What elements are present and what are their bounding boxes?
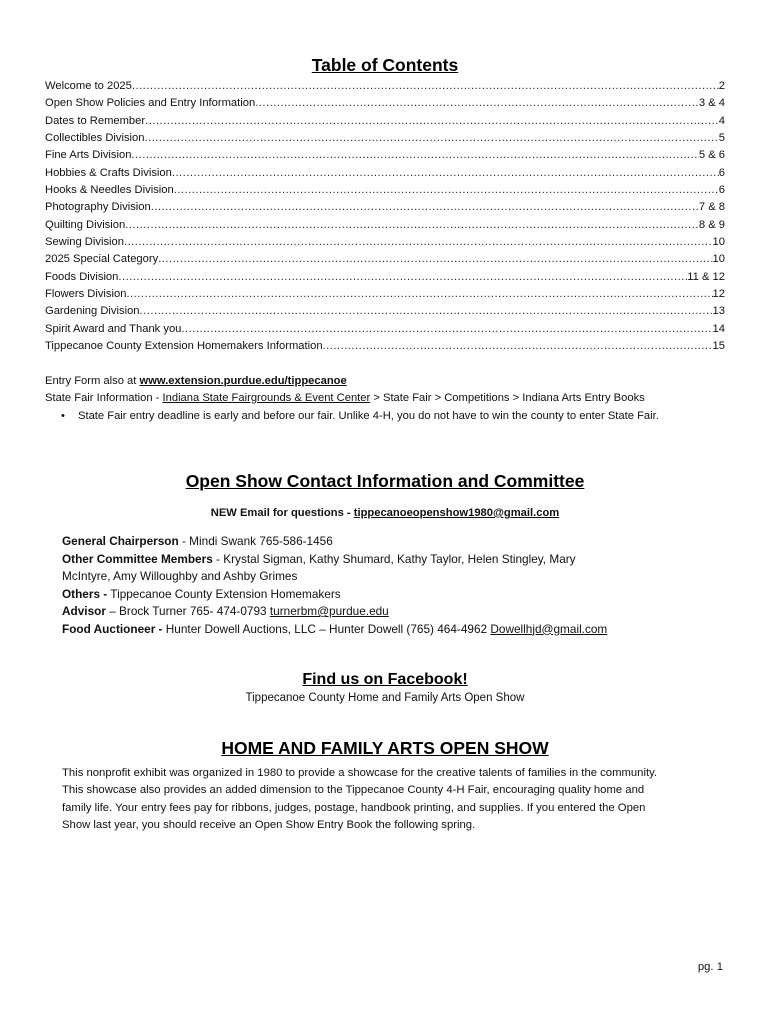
- members-label: Other Committee Members: [62, 551, 213, 566]
- toc-item-page: 2: [718, 80, 725, 92]
- state-fair-prefix: State Fair Information -: [45, 392, 163, 404]
- toc-item-label: Tippecanoe County Extension Homemakers Information: [45, 340, 323, 353]
- toc-item-page: 6: [718, 166, 725, 179]
- state-fair-bullet-text: State Fair entry deadline is early and before our fair. Unlike 4-H, you do not have to win the county to enter State Fair.: [78, 410, 659, 422]
- toc-item-page: 5 & 6: [698, 149, 725, 162]
- toc-leader-dots: [118, 269, 687, 286]
- new-email-label: NEW Email for questions -: [210, 507, 354, 519]
- toc-item-page: 6: [718, 184, 725, 197]
- toc-item-page: 7 & 8: [698, 201, 725, 214]
- members-value: - Krystal Sigman, Kathy Shumard, Kathy Taylor, Helen Stingley, Mary: [212, 551, 576, 566]
- toc-item-label: Collectibles Division: [45, 132, 145, 145]
- toc-item-label: Welcome to 2025: [45, 80, 132, 92]
- toc-item-label: Quilting Division: [45, 218, 126, 231]
- toc-item[interactable]: [45, 217, 725, 234]
- state-fair-suffix: > State Fair > Competitions > Indiana Arts Entry Books: [370, 392, 645, 404]
- toc-leader-dots: [323, 338, 713, 355]
- others-label: Others -: [62, 586, 108, 601]
- toc-leader-dots: [255, 95, 699, 112]
- toc-item[interactable]: [45, 321, 725, 338]
- toc-leader-dots: [124, 234, 713, 251]
- food-value: Hunter Dowell Auctions, LLC – Hunter Dowell (765) 464-4962: [162, 621, 491, 636]
- state-fair-line: [45, 390, 645, 407]
- toc-item-label: Hobbies & Crafts Division: [45, 166, 172, 179]
- toc-leader-dots: [132, 78, 719, 95]
- contact-title: Open Show Contact Information and Committee: [185, 471, 585, 491]
- toc-leader-dots: [144, 130, 718, 147]
- bullet-icon: •: [61, 410, 65, 422]
- advisor: [62, 603, 662, 621]
- toc-leader-dots: [131, 147, 698, 164]
- toc-item-label: Photography Division: [45, 201, 151, 214]
- others-value: Tippecanoe County Extension Homemakers: [107, 586, 341, 601]
- toc-leader-dots: [126, 286, 712, 303]
- toc-item-page: 13: [712, 305, 725, 318]
- toc-item[interactable]: [45, 182, 725, 199]
- toc-item-page: 5: [718, 132, 725, 145]
- toc-leader-dots: [145, 113, 719, 130]
- committee-members: [62, 551, 662, 569]
- advisor-label: Advisor: [62, 604, 106, 618]
- food-auctioneer: [62, 621, 662, 639]
- toc-leader-dots: [151, 199, 699, 216]
- toc-item-page: 10: [712, 253, 725, 266]
- toc-item[interactable]: [45, 147, 725, 164]
- toc-item[interactable]: [45, 165, 725, 182]
- toc-leader-dots: [174, 182, 719, 199]
- others: [62, 586, 662, 604]
- toc-item-label: Open Show Policies and Entry Information: [45, 97, 256, 110]
- general-chairperson: [62, 533, 662, 551]
- new-email-line: [0, 507, 770, 519]
- toc-item[interactable]: [45, 113, 725, 130]
- page-number: pg. 1: [697, 961, 723, 973]
- toc-item[interactable]: [45, 251, 725, 268]
- toc-item-page: 10: [712, 236, 725, 249]
- toc-item-label: Fine Arts Division: [45, 149, 132, 162]
- toc-item-label: Gardening Division: [45, 305, 140, 318]
- toc-list: [45, 78, 725, 356]
- toc-item-page: 11 & 12: [687, 270, 725, 283]
- toc-item-page: 4: [718, 114, 725, 127]
- state-fair-bullet: [61, 408, 659, 425]
- facebook-title: Find us on Facebook!: [302, 671, 468, 688]
- home-line: Show last year, you should receive an Open Show Entry Book the following spring.: [62, 818, 476, 831]
- general-label: General Chairperson: [62, 534, 179, 548]
- toc-item-label: Spirit Award and Thank you: [45, 322, 182, 335]
- home-line: This showcase also provides an added dimension to the Tippecanoe County 4-H Fair, encouraging quality home and: [62, 784, 645, 797]
- committee-members-cont: McIntyre, Amy Willoughby and Ashby Grimes: [62, 569, 298, 583]
- entry-form-prefix: Entry Form also at: [45, 375, 140, 387]
- toc-leader-dots: [181, 321, 712, 338]
- toc-item[interactable]: [45, 78, 725, 95]
- toc-item-page: 14: [712, 322, 725, 335]
- toc-item-label: Flowers Division: [45, 288, 127, 301]
- toc-item[interactable]: [45, 303, 725, 320]
- general-value: - Mindi Swank 765-586-1456: [178, 534, 333, 548]
- toc-item[interactable]: [45, 130, 725, 147]
- toc-item[interactable]: [45, 234, 725, 251]
- committee-list: [62, 533, 662, 638]
- facebook-subtitle: Tippecanoe County Home and Family Arts Open Show: [245, 692, 525, 704]
- home-line: This nonprofit exhibit was organized in 1980 to provide a showcase for the creative talents of families in the community.: [62, 767, 658, 779]
- toc-leader-dots: [158, 251, 712, 268]
- toc-item-label: Foods Division: [45, 270, 119, 283]
- toc-item-label: 2025 Special Category: [45, 253, 159, 266]
- toc-item[interactable]: [45, 95, 725, 112]
- toc-item[interactable]: [45, 338, 725, 355]
- toc-item[interactable]: [45, 269, 725, 286]
- toc-item-label: Sewing Division: [45, 236, 124, 249]
- toc-item[interactable]: [45, 286, 725, 303]
- toc-item-label: Dates to Remember: [45, 114, 146, 127]
- home-body: [62, 765, 722, 834]
- home-line: family life. Your entry fees pay for ribbons, judges, postage, handbook printing, and supplies. If you entered the Open: [62, 801, 646, 814]
- advisor-email-link[interactable]: turnerbm@purdue.edu: [269, 604, 389, 618]
- home-title: HOME AND FAMILY ARTS OPEN SHOW: [221, 738, 549, 758]
- toc-title: Table of Contents: [311, 55, 459, 75]
- extension-link[interactable]: www.extension.purdue.edu/tippecanoe: [139, 375, 347, 387]
- toc-leader-dots: [125, 217, 699, 234]
- new-email-link[interactable]: tippecanoeopenshow1980@gmail.com: [353, 507, 560, 519]
- toc-item-page: 8 & 9: [698, 218, 725, 231]
- food-email-link[interactable]: Dowellhjd@gmail.com: [490, 621, 608, 636]
- advisor-value: – Brock Turner 765- 474-0793: [105, 604, 270, 618]
- state-fair-link[interactable]: Indiana State Fairgrounds & Event Center: [162, 392, 371, 404]
- toc-leader-dots: [172, 165, 719, 182]
- toc-item-page: 12: [712, 288, 725, 301]
- toc-item-page: 3 & 4: [698, 97, 725, 110]
- toc-leader-dots: [140, 303, 713, 320]
- toc-item[interactable]: [45, 199, 725, 216]
- toc-item-label: Hooks & Needles Division: [45, 184, 174, 197]
- entry-form-line: [45, 373, 347, 390]
- toc-item-page: 15: [712, 340, 725, 353]
- food-label: Food Auctioneer -: [62, 621, 163, 636]
